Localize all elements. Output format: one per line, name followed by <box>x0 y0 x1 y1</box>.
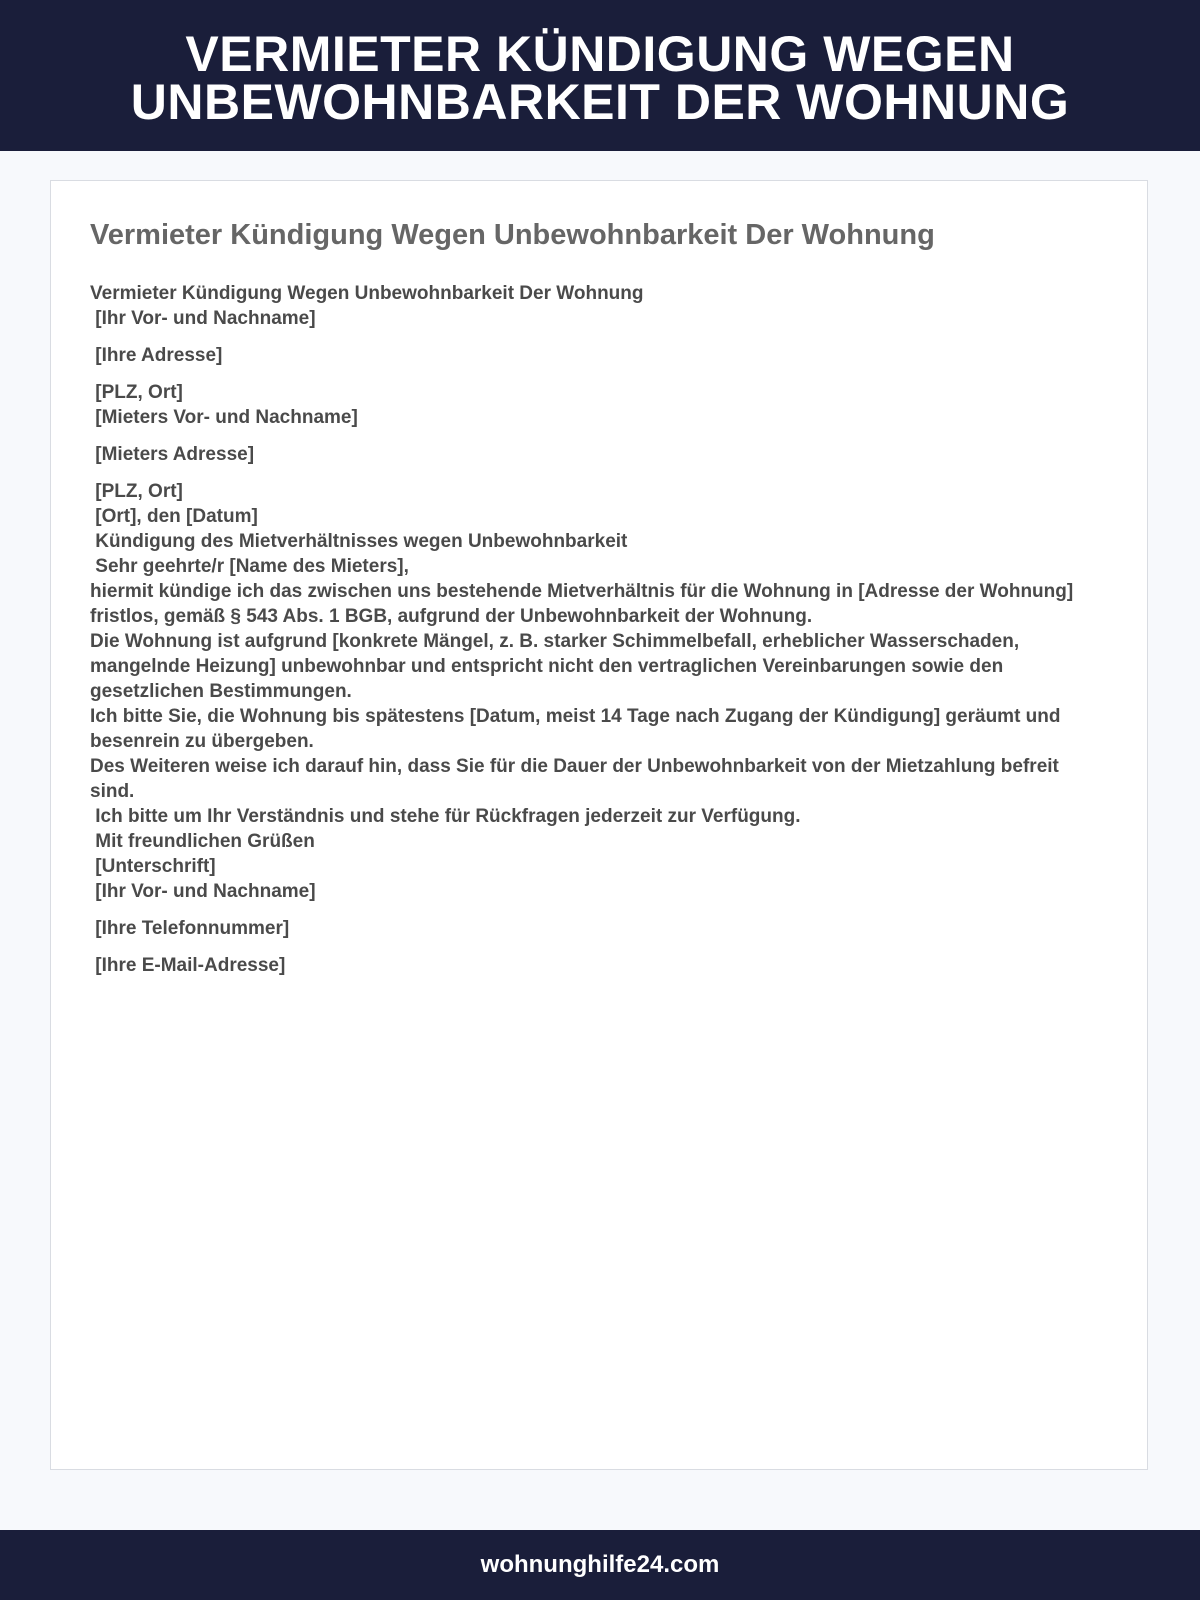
subject-line: Kündigung des Mietverhältnisses wegen Unbewohnbarkeit <box>90 531 628 552</box>
page-title <box>130 25 1070 130</box>
recipient-name: [Mieters Vor- und Nachname] <box>90 407 358 428</box>
salutation: Sehr geehrte/r [Name des Mieters], <box>90 556 409 577</box>
recipient-postcode-city: [PLZ, Ort] <box>90 481 183 502</box>
page-title-line-1: VERMIETER KÜNDIGUNG WEGEN <box>185 25 1015 82</box>
signer-name: [Ihr Vor- und Nachname] <box>90 881 316 902</box>
recipient-address: [Mieters Adresse] <box>90 444 255 465</box>
sender-postcode-city: [PLZ, Ort] <box>90 382 183 403</box>
letter-body <box>90 281 1090 978</box>
paragraph-closing: Ich bitte um Ihr Verständnis und stehe für Rückfragen jederzeit zur Verfügung. <box>90 806 801 827</box>
document-card <box>50 180 1148 1470</box>
document-title: Vermieter Kündigung Wegen Unbewohnbarkeit Der Wohnung <box>90 219 935 251</box>
page-header <box>0 0 1200 151</box>
sender-name: [Ihr Vor- und Nachname] <box>90 308 316 329</box>
paragraph-rent: Des Weiteren weise ich darauf hin, dass Sie für die Dauer der Unbewohnbarkeit von der Mietzahlung befreit sind. <box>90 756 1065 802</box>
greeting: Mit freundlichen Grüßen <box>90 831 315 852</box>
paragraph-vacate: Ich bitte Sie, die Wohnung bis spätestens [Datum, meist 14 Tage nach Zugang der Kündigung] geräumt und besenrein zu übergeben. <box>90 706 1066 752</box>
place-date: [Ort], den [Datum] <box>90 506 258 527</box>
page-title-line-2: UNBEWOHNBARKEIT DER WOHNUNG <box>130 73 1070 130</box>
paragraph-termination: hiermit kündige ich das zwischen uns bestehende Mietverhältnis für die Wohnung in [Adresse der Wohnung] fristlos, gemäß § 543 Abs. 1 BGB, aufgrund der Unbewohnbarkeit der Wohnung. <box>90 581 1079 627</box>
signer-phone: [Ihre Telefonnummer] <box>90 918 290 939</box>
letter-heading: Vermieter Kündigung Wegen Unbewohnbarkeit Der Wohnung <box>90 283 644 304</box>
signature-placeholder: [Unterschrift] <box>90 856 216 877</box>
signer-email: [Ihre E-Mail-Adresse] <box>90 955 286 976</box>
footer-site-link[interactable]: wohnunghilfe24.com <box>480 1551 720 1578</box>
paragraph-defects: Die Wohnung ist aufgrund [konkrete Mängel, z. B. starker Schimmelbefall, erheblicher Wasserschaden, mangelnde Heizung] unbewohnbar und entspricht nicht den vertraglichen Vereinbarungen sowie den gesetzlichen Bestimmungen. <box>90 631 1025 702</box>
sender-address: [Ihre Adresse] <box>90 345 223 366</box>
page-footer <box>0 1530 1200 1600</box>
